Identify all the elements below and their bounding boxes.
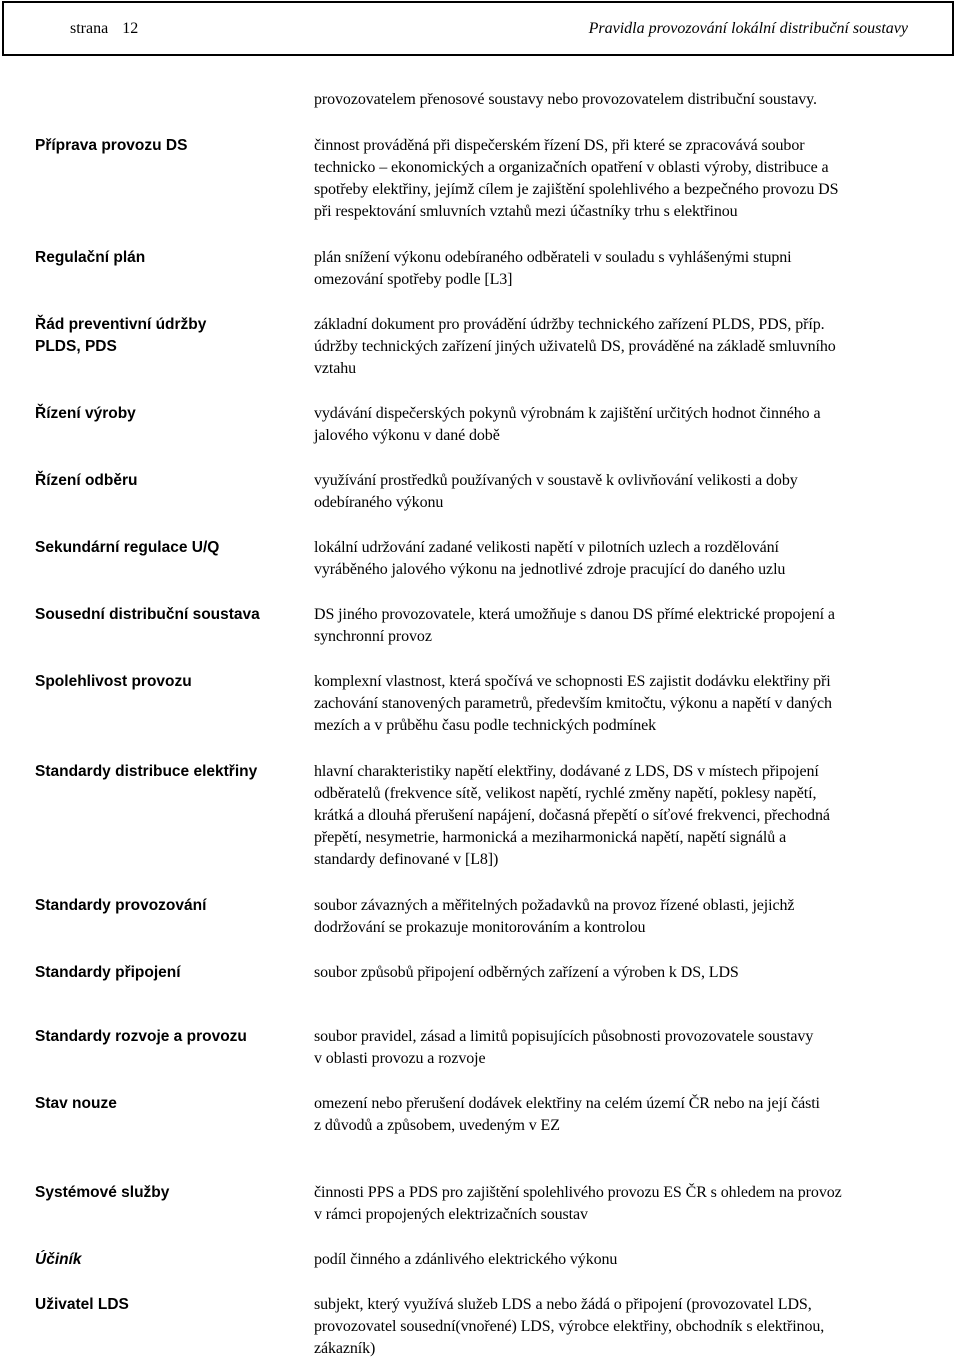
glossary-definition: soubor způsobů připojení odběrných zařízení a výroben k DS, LDS [314,964,739,981]
glossary-definition: činnosti PPS a PDS pro zajištění spolehlivého provozu ES ČR s ohledem na provoz v rámci propojených elektrizačních soustav [314,1184,842,1223]
glossary-definition: lokální udržování zadané velikosti napětí v pilotních uzlech a rozdělování vyráběného jalového výkonu na jednotlivé zdroje pracující do daného uzlu [314,539,786,578]
glossary-definition: soubor závazných a měřitelných požadavků na provoz řízené oblasti, jejichž dodržování se prokazuje monitorováním a kontrolou [314,897,795,936]
glossary-term: Standardy připojení [35,964,181,981]
glossary-definition: plán snížení výkonu odebíraného odběrateli v souladu s vyhlášenými stupni omezování spotřeby podle [L3] [314,249,792,288]
glossary-term: Uživatel LDS [35,1296,129,1313]
glossary-definition: komplexní vlastnost, která spočívá ve schopnosti ES zajistit dodávku elektřiny při zachování stanovených parametrů, především kmitočtu, výkonu a napětí v daných mezích a v průběhu času podle technických podmínek [314,673,832,734]
glossary-definition: DS jiného provozovatele, která umožňuje s danou DS přímé elektrické propojení a synchronní provoz [314,606,835,645]
glossary-definition: omezení nebo přerušení dodávek elektřiny na celém území ČR nebo na její části z důvodů a způsobem, uvedeným v EZ [314,1095,820,1134]
glossary-definition: soubor pravidel, zásad a limitů popisujících působnosti provozovatele soustavy v oblasti provozu a rozvoje [314,1028,814,1067]
glossary-term: Spolehlivost provozu [35,673,192,690]
glossary-term: Sekundární regulace U/Q [35,539,220,556]
glossary-term: Systémové služby [35,1184,170,1201]
document-title: Pravidla provozování lokální distribuční soustavy [588,20,908,37]
glossary-definition: základní dokument pro provádění údržby technického zařízení PLDS, PDS, příp. údržby technických zařízení jiných uživatelů DS, prováděné na základě smluvního vztahu [314,316,836,377]
page-number: 12 [122,20,139,37]
glossary-term: Řízení výroby [35,405,136,422]
glossary-term: Stav nouze [35,1095,117,1112]
glossary-definition: subjekt, který využívá služeb LDS a nebo žádá o připojení (provozovatel LDS, provozovatel sousední(vnořené) LDS, výrobce elektřiny, obchodník s elektřinou, zákazník) [314,1296,825,1357]
glossary-term: Účiník [35,1251,82,1268]
page-header [2,1,954,56]
glossary-term: Regulační plán [35,249,146,266]
glossary-term: Standardy distribuce elektřiny [35,763,258,780]
glossary-definition: činnost prováděná při dispečerském řízení DS, při které se zpracovává soubor technicko – ekonomických a organizačních opatření v oblasti výroby, distribuce a spotřeby elektřiny, jejímž cílem je zajištění spolehlivého a bezpečného provozu DS při respektování smluvních vztahů mezi účastníky trhu s elektřinou [314,137,839,220]
glossary-term: Standardy rozvoje a provozu [35,1028,247,1045]
glossary-definition: využívání prostředků používaných v soustavě k ovlivňování velikosti a doby odebíraného výkonu [314,472,798,511]
glossary-definition: hlavní charakteristiky napětí elektřiny, dodávané z LDS, DS v místech připojení odběratelů (frekvence sítě, velikost napětí, rychlé změny napětí, poklesy napětí, krátká a dlouhá přerušení napájení, dočasná přepětí o síťové frekvenci, přechodná přepětí, nesymetrie, harmonická a meziharmonická napětí, napětí signálů a standardy definované v [L8]) [314,763,830,868]
glossary-definition: vydávání dispečerských pokynů výrobnám k zajištění určitých hodnot činného a jalového výkonu v dané době [314,405,821,444]
intro-line: provozovatelem přenosové soustavy nebo provozovatelem distribuční soustavy. [314,91,817,108]
glossary-definition: podíl činného a zdánlivého elektrického výkonu [314,1251,618,1268]
page-label: strana 12 [70,20,139,37]
glossary-term: Řízení odběru [35,472,138,489]
glossary-term: Příprava provozu DS [35,137,188,154]
glossary-term: Standardy provozování [35,897,207,914]
glossary-term: Sousední distribuční soustava [35,606,260,623]
glossary-term: Řád preventivní údržby PLDS, PDS [35,316,207,355]
